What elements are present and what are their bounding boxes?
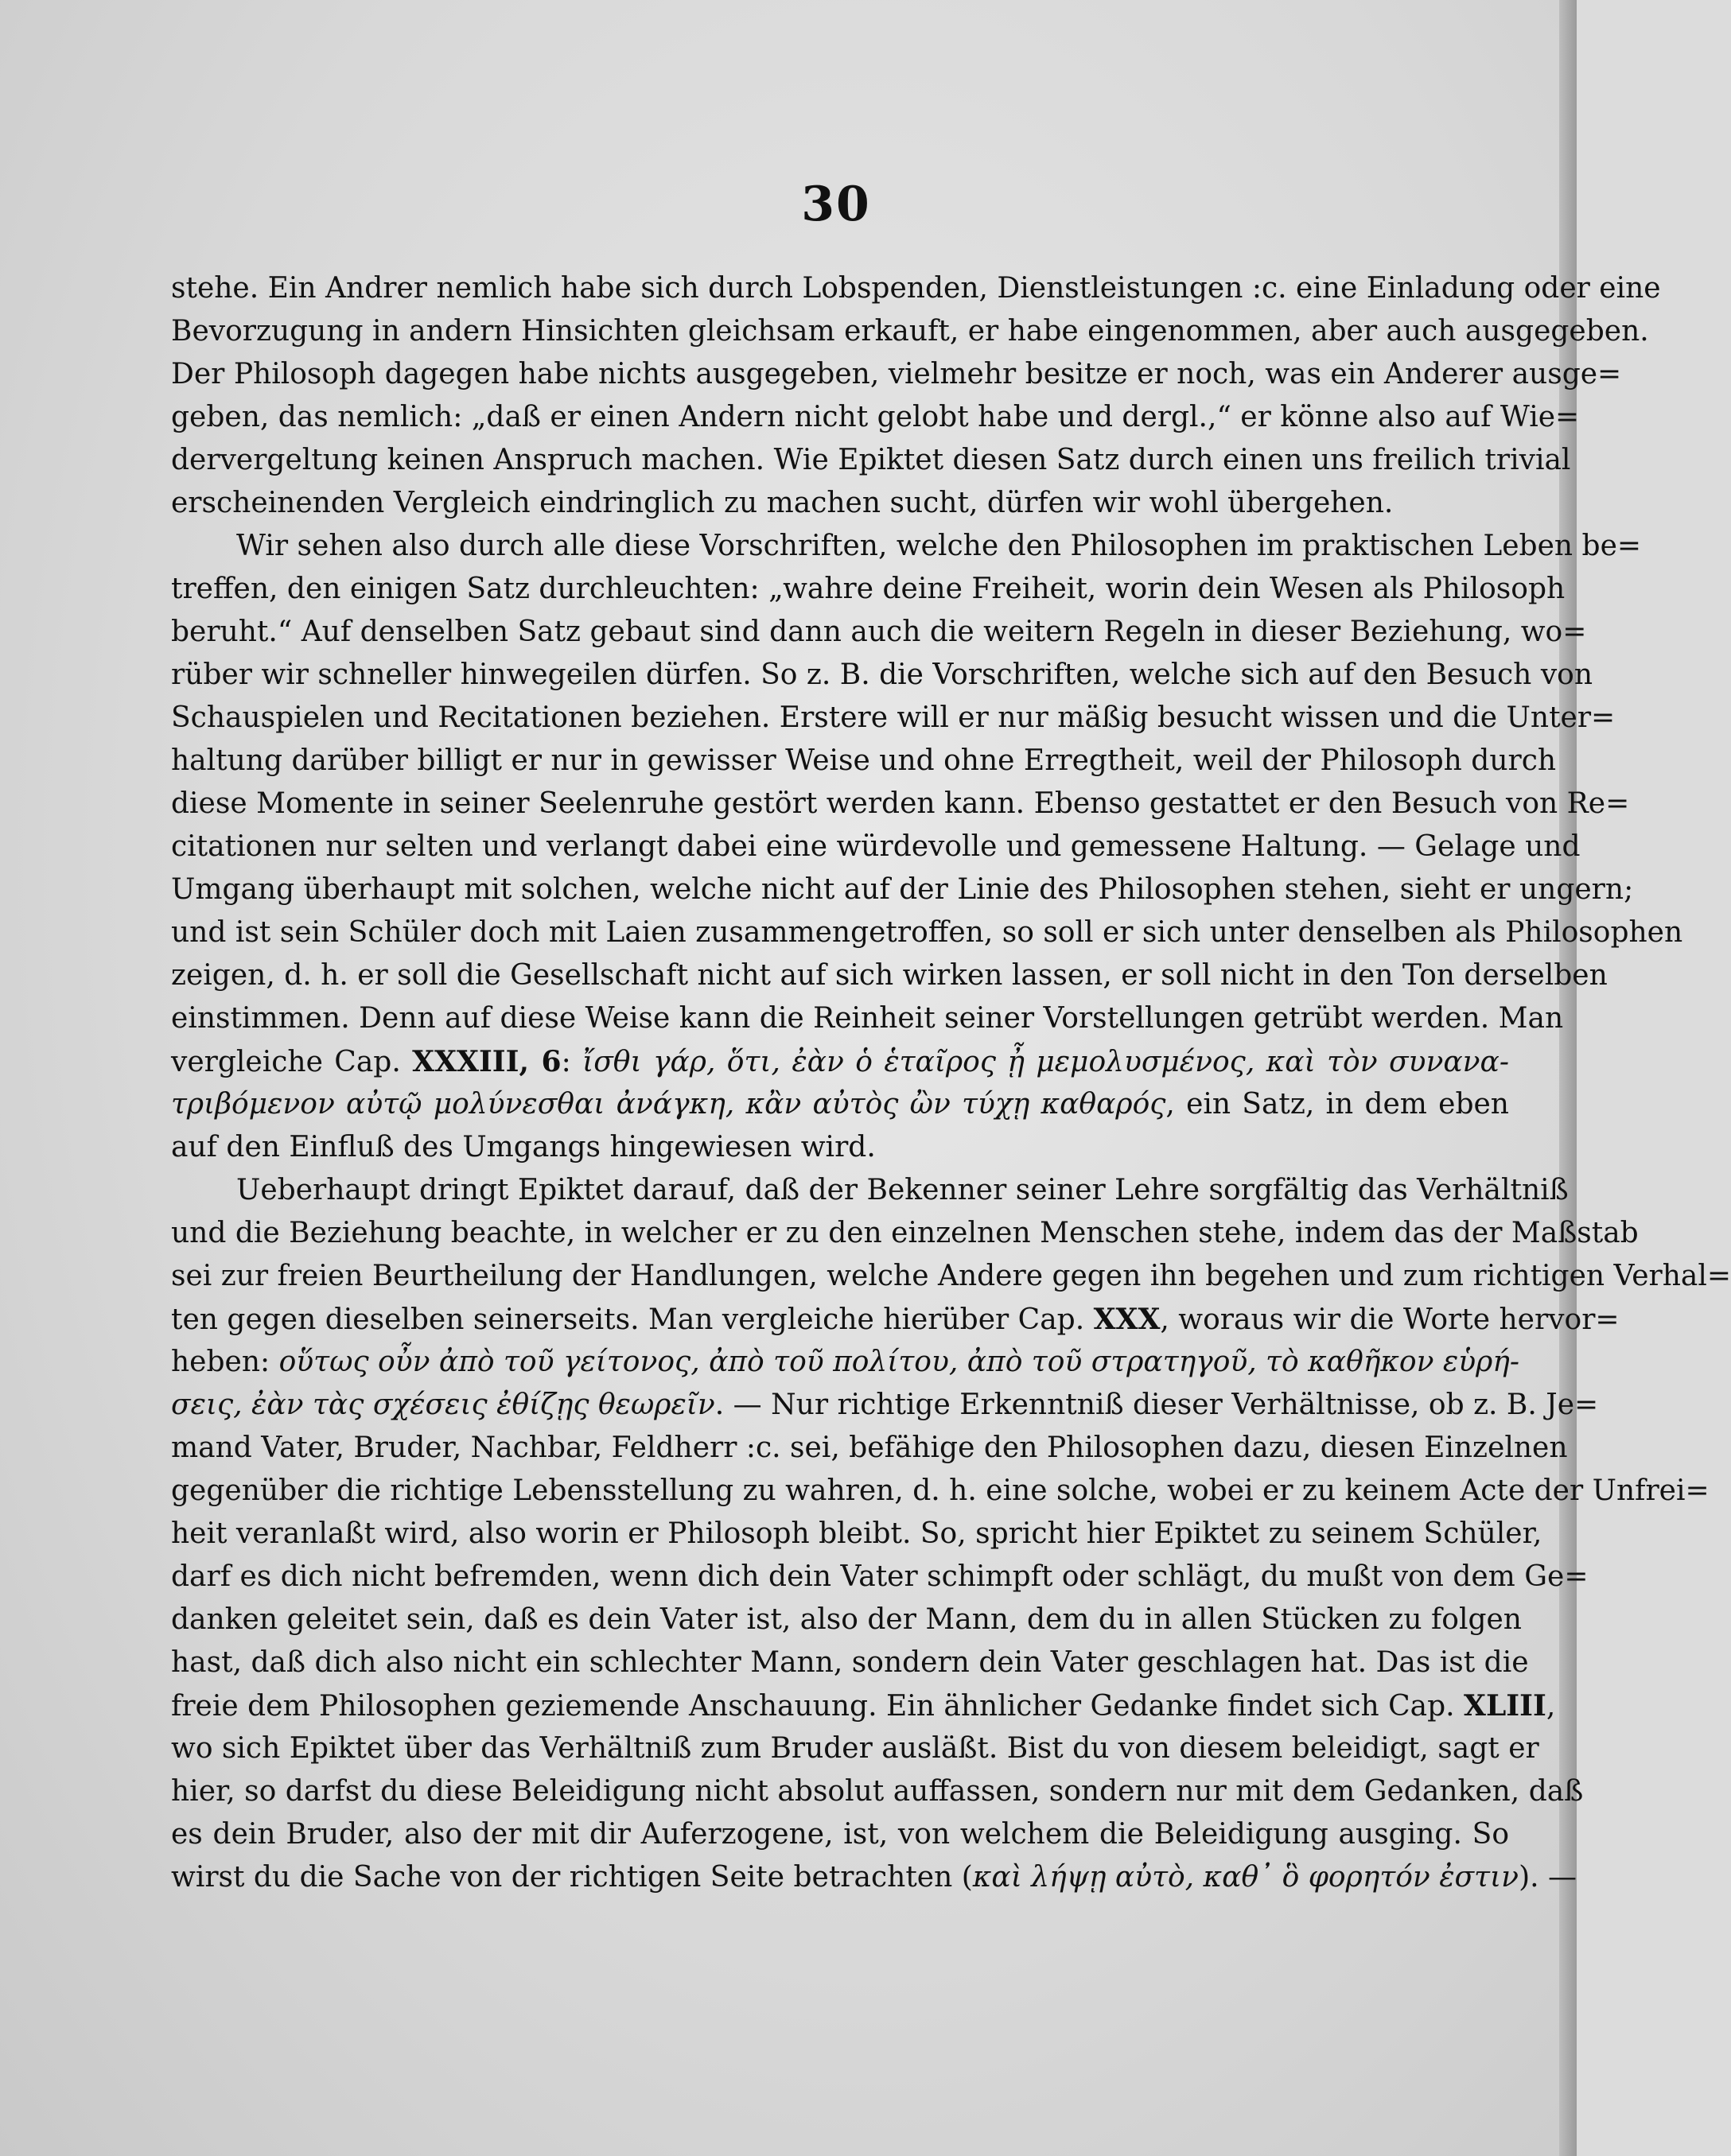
text-line <box>171 1126 1509 1169</box>
text-segment: stehe. Ein Andrer nemlich habe sich durch Lobspenden, Dienstleistungen :c. eine Einladung oder eine <box>171 272 1661 305</box>
text-line <box>171 482 1509 525</box>
text-segment: vergleiche Cap. <box>171 1046 413 1078</box>
chapter-reference: XXX <box>1093 1303 1161 1336</box>
text-segment: sei zur freien Beurtheilung der Handlungen, welche Andere gegen ihn begehen und zum richtigen Verhal= <box>171 1260 1731 1292</box>
text-segment: rüber wir schneller hinwegeilen dürfen. So z. B. die Vorschriften, welche sich auf den Besuch von <box>171 658 1593 691</box>
text-segment: freie dem Philosophen geziemende Anschauung. Ein ähnlicher Gedanke findet sich Cap. <box>171 1690 1465 1723</box>
text-line <box>171 353 1622 396</box>
text-segment: hast, daß dich also nicht ein schlechter Mann, sondern dein Vater geschlagen hat. Das ist die <box>171 1646 1529 1679</box>
text-line <box>171 1384 1599 1427</box>
text-segment: beruht.“ Auf denselben Satz gebaut sind dann auch die weitern Regeln in dieser Beziehung, wo= <box>171 616 1587 648</box>
text-segment: Bevorzugung in andern Hinsichten gleichsam erkauft, er habe eingenommen, aber auch ausgegeben. <box>171 315 1649 348</box>
text-line <box>171 1556 1589 1599</box>
text-line <box>171 911 1683 954</box>
text-segment: Schauspielen und Recitationen beziehen. Erstere will er nur mäßig besucht wissen und die Unter= <box>171 701 1616 734</box>
text-segment: . — Nur richtige Erkenntniß dieser Verhältnisse, ob z. B. Je= <box>714 1389 1599 1421</box>
text-segment: danken geleitet sein, daß es dein Vater ist, also der Mann, dem du in allen Stücken zu folgen <box>171 1603 1522 1636</box>
text-line <box>171 1255 1731 1298</box>
chapter-reference: XLIII <box>1464 1689 1546 1723</box>
text-segment: geben, das nemlich: „daß er einen Andern nicht gelobt habe und dergl.,“ er könne also auf Wie= <box>171 401 1580 433</box>
text-segment: einstimmen. Denn auf diese Weise kann die Reinheit seiner Vorstellungen getrübt werden. Man <box>171 1002 1564 1035</box>
text-line <box>171 954 1608 997</box>
greek-quotation: οὕτως οὖν ἀπὸ τοῦ γείτονος, ἀπὸ τοῦ πολίτου, ἀπὸ τοῦ στρατηγοῦ, τὸ καθῆκον εὑρή- <box>278 1346 1520 1378</box>
text-segment: mand Vater, Bruder, Nachbar, Feldherr :c. sei, befähige den Philosophen dazu, diesen Einzelnen <box>171 1432 1568 1464</box>
text-line <box>171 568 1566 611</box>
text-line <box>171 1856 1577 1899</box>
text-segment: und ist sein Schüler doch mit Laien zusammengetroffen, so soll er sich unter denselben als Philosophen <box>171 916 1683 949</box>
text-segment: , ein Satz, in dem eben <box>1165 1088 1509 1121</box>
text-line <box>171 1040 1509 1083</box>
text-segment: Umgang überhaupt mit solchen, welche nicht auf der Linie des Philosophen stehen, sieht er ungern; <box>171 873 1634 906</box>
body-text <box>171 267 1731 1899</box>
page-number: 30 <box>801 177 871 232</box>
greek-quotation: τριβόμενον αὐτῷ μολύνεσθαι ἀνάγκη, κἂν αὐτὸς ὢν τύχῃ καθαρός <box>171 1088 1166 1121</box>
text-segment: erscheinenden Vergleich eindringlich zu machen sucht, dürfen wir wohl übergehen. <box>171 487 1394 519</box>
text-line <box>171 1684 1556 1727</box>
greek-quotation: καὶ λήψῃ αὐτὸ, καθ᾽ ὃ φορητόν ἐστιν <box>972 1861 1519 1894</box>
text-segment: , <box>1546 1690 1556 1723</box>
text-segment: es dein Bruder, also der mit dir Auferzogene, ist, von welchem die Beleidigung ausging. So <box>171 1818 1509 1851</box>
text-segment: heit veranlaßt wird, also worin er Philosoph bleibt. So, spricht hier Epiktet zu seinem Schüler, <box>171 1517 1542 1550</box>
text-line <box>171 611 1587 654</box>
paragraph <box>171 1169 1731 1899</box>
text-segment: heben: <box>171 1346 279 1378</box>
text-segment: ten gegen dieselben seinerseits. Man vergleiche hierüber Cap. <box>171 1303 1094 1336</box>
text-line <box>171 740 1557 783</box>
text-segment: und die Beziehung beachte, in welcher er zu den einzelnen Menschen stehe, indem das der Maßstab <box>171 1217 1639 1249</box>
text-line <box>171 1727 1539 1770</box>
text-segment: treffen, den einigen Satz durchleuchten: „wahre deine Freiheit, worin dein Wesen als Philosoph <box>171 573 1566 605</box>
text-line <box>171 1513 1542 1556</box>
text-segment: Der Philosoph dagegen habe nichts ausgegeben, vielmehr besitze er noch, was ein Anderer ausge= <box>171 358 1622 390</box>
text-line <box>171 1083 1509 1126</box>
text-segment: auf den Einfluß des Umgangs hingewiesen wird. <box>171 1131 876 1163</box>
text-line <box>171 439 1571 482</box>
text-segment: gegenüber die richtige Lebensstellung zu wahren, d. h. eine solche, wobei er zu keinem Acte der Unfrei= <box>171 1474 1710 1507</box>
text-segment: Ueberhaupt dringt Epiktet darauf, daß der Bekenner seiner Lehre sorgfältig das Verhältniß <box>236 1174 1569 1206</box>
greek-quotation: σεις, ἐὰν τὰς σχέσεις ἐθίζῃς θεωρεῖν <box>171 1389 715 1421</box>
text-segment: citationen nur selten und verlangt dabei eine würdevolle und gemessene Haltung. — Gelage und <box>171 830 1581 863</box>
text-line <box>171 654 1593 697</box>
text-segment: , woraus wir die Worte hervor= <box>1160 1303 1620 1336</box>
text-line <box>171 1770 1584 1813</box>
text-segment: wirst du die Sache von der richtigen Seite betrachten ( <box>171 1861 973 1894</box>
text-line <box>171 825 1581 868</box>
text-segment: dervergeltung keinen Anspruch machen. Wie Epiktet diesen Satz durch einen uns freilich trivial <box>171 444 1571 476</box>
text-segment: darf es dich nicht befremden, wenn dich dein Vater schimpft oder schlägt, du mußt von dem Ge= <box>171 1560 1589 1593</box>
text-segment: Wir sehen also durch alle diese Vorschriften, welche den Philosophen im praktischen Leben be= <box>236 530 1642 562</box>
text-line <box>171 1298 1620 1341</box>
greek-quotation: ἴσθι γάρ, ὅτι, ἐὰν ὁ ἑταῖρος ᾖ μεμολυσμένος, καὶ τὸν συνανα- <box>582 1046 1509 1078</box>
text-line <box>171 1641 1529 1684</box>
paragraph <box>171 267 1661 525</box>
text-line <box>171 868 1634 911</box>
text-line <box>171 783 1630 825</box>
chapter-reference: XXXIII, 6 <box>412 1045 562 1078</box>
text-segment: haltung darüber billigt er nur in gewisser Weise und ohne Erregtheit, weil der Philosoph durch <box>171 744 1557 777</box>
text-line <box>171 1813 1509 1856</box>
text-line <box>171 1470 1710 1513</box>
text-line <box>171 1212 1639 1255</box>
text-segment: diese Momente in seiner Seelenruhe gestört werden kann. Ebenso gestattet er den Besuch von Re= <box>171 787 1630 820</box>
text-line <box>171 1427 1568 1470</box>
text-line <box>171 1169 1569 1212</box>
text-line <box>171 1341 1520 1384</box>
paragraph <box>171 525 1683 1169</box>
text-line <box>171 525 1642 568</box>
text-line <box>171 697 1616 740</box>
text-segment: : <box>561 1046 583 1078</box>
text-line <box>171 267 1661 310</box>
text-line <box>171 997 1564 1040</box>
text-segment: hier, so darfst du diese Beleidigung nicht absolut auffassen, sondern nur mit dem Gedanken, daß <box>171 1775 1584 1808</box>
text-line <box>171 1599 1522 1641</box>
text-segment: zeigen, d. h. er soll die Gesellschaft nicht auf sich wirken lassen, er soll nicht in den Ton derselben <box>171 959 1608 992</box>
text-segment: wo sich Epiktet über das Verhältniß zum Bruder ausläßt. Bist du von diesem beleidigt, sagt er <box>171 1732 1539 1765</box>
text-line <box>171 396 1580 439</box>
text-segment: ). — <box>1519 1861 1577 1894</box>
text-line <box>171 310 1649 353</box>
